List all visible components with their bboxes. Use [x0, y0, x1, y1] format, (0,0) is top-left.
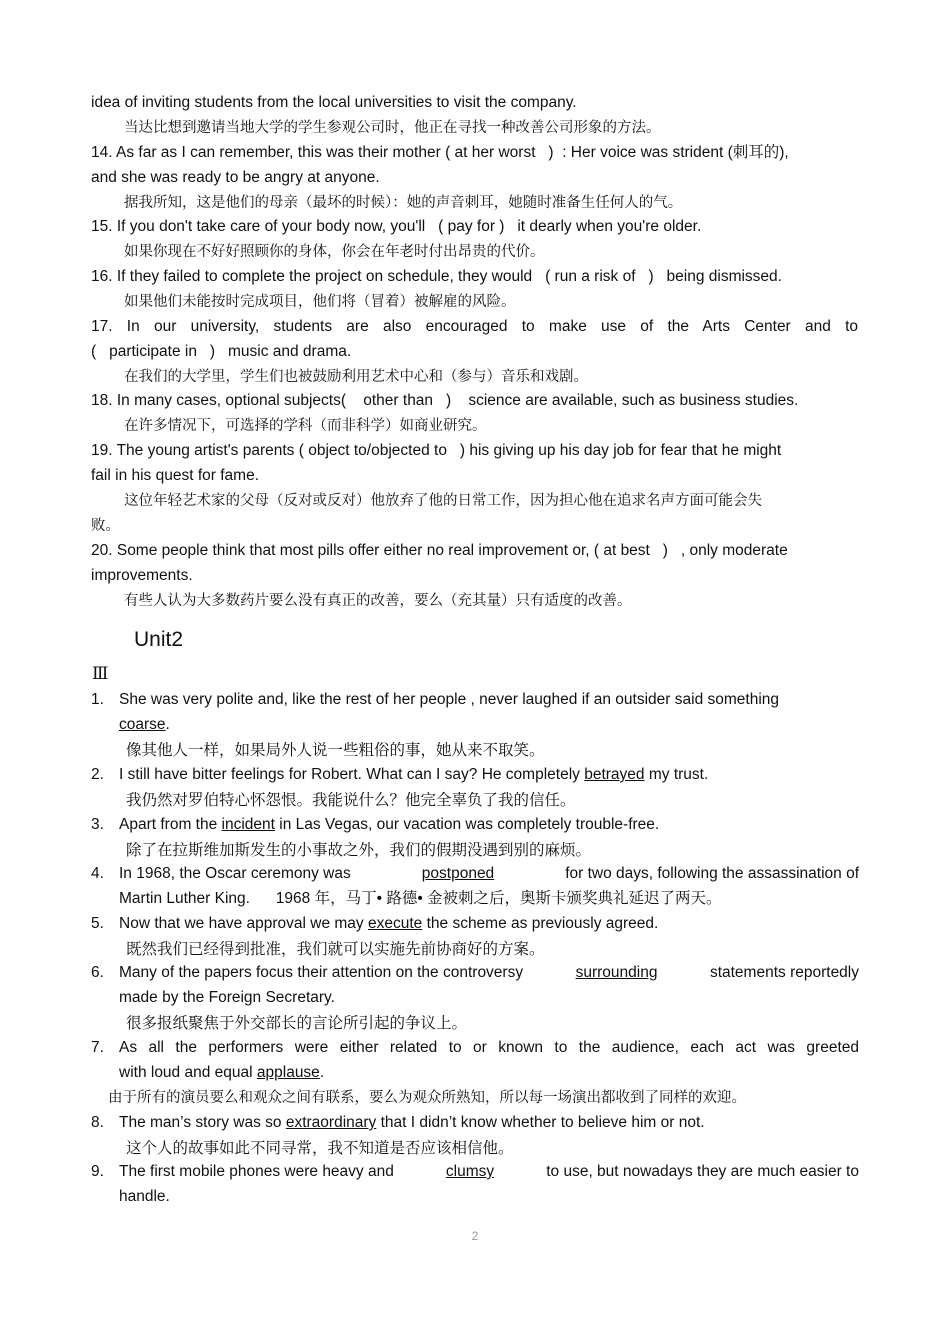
- key-word: clumsy: [445, 1163, 495, 1180]
- item-20-line2: improvements.: [91, 567, 193, 584]
- key-word: applause: [256, 1064, 320, 1081]
- sentence-translation: 既然我们已经得到批准，我们就可以实施先前协商好的方案。: [126, 940, 545, 958]
- sentence-line: In 1968, the Oscar ceremony was postponed for two days, following the assassination of: [119, 865, 859, 882]
- item-15-translation: 如果你现在不好好照顾你的身体，你会在年老时付出昂贵的代价。: [124, 244, 545, 260]
- sentence-line: Now that we have approval we may execute the scheme as previously agreed.: [119, 915, 659, 932]
- item-19-line2: fail in his quest for fame.: [91, 467, 259, 484]
- key-word: surrounding: [575, 964, 658, 981]
- key-word: incident: [221, 816, 275, 833]
- sentence-translation: 这个人的故事如此不同寻常，我不知道是否应该相信他。: [126, 1139, 514, 1157]
- key-word: execute: [367, 915, 423, 932]
- sentence-translation: 除了在拉斯维加斯发生的小事故之外，我们的假期没遇到别的麻烦。: [126, 841, 592, 859]
- sentence-line: The first mobile phones were heavy and clumsy to use, but nowadays they are much easier to: [119, 1163, 859, 1180]
- sentence-line: As all the performers were either related to or known to the audience, each act was greeted: [119, 1039, 859, 1056]
- sentence-translation: 我仍然对罗伯特心怀怨恨。我能说什么？他完全辜负了我的信任。: [126, 791, 576, 809]
- item-18: 18. In many cases, optional subjects( other than ) science are available, such as business studies.: [91, 392, 799, 409]
- sentence-translation: 很多报纸聚焦于外交部长的言论所引起的争议上。: [126, 1014, 468, 1032]
- sentence-line: The man’s story was so extraordinary that I didn’t know whether to believe him or not.: [119, 1114, 705, 1131]
- item-number: 1.: [91, 691, 104, 708]
- sentence-line: She was very polite and, like the rest of her people , never laughed if an outsider said something: [119, 691, 780, 708]
- item-number: 5.: [91, 915, 104, 932]
- item-number: 9.: [91, 1163, 104, 1180]
- item-17-line1: 17. In our university, students are also encouraged to make use of the Arts Center and to: [91, 318, 858, 335]
- unit-heading: Unit2: [134, 628, 184, 651]
- item-number: 6.: [91, 964, 104, 981]
- key-word: postponed: [421, 865, 495, 882]
- sentence-line: made by the Foreign Secretary.: [119, 989, 335, 1006]
- item-19-translation: 这位年轻艺术家的父母（反对或反对）他放弃了他的日常工作，因为担心他在追求名声方面可能会失: [124, 493, 762, 509]
- item-number: 8.: [91, 1114, 104, 1131]
- page-number: 2: [471, 1229, 479, 1243]
- sentence-line: coarse.: [119, 716, 170, 733]
- item-number: 2.: [91, 766, 104, 783]
- item-13-continuation: idea of inviting students from the local universities to visit the company.: [91, 94, 577, 111]
- item-20-translation: 有些人认为大多数药片要么没有真正的改善，要么（充其量）只有适度的改善。: [124, 593, 632, 609]
- item-16-translation: 如果他们未能按时完成项目，他们将（冒着）被解雇的风险。: [124, 294, 516, 310]
- item-20-line1: 20. Some people think that most pills offer either no real improvement or, ( at best ) , only moderate: [91, 542, 788, 559]
- item-number: 3.: [91, 816, 104, 833]
- sentence-line: Many of the papers focus their attention on the controversy surrounding statements reportedly: [119, 964, 859, 981]
- item-14-line2: and she was ready to be angry at anyone.: [91, 169, 380, 186]
- item-14-translation: 据我所知，这是他们的母亲（最坏的时候）：她的声音刺耳，她随时准备生任何人的气。: [124, 195, 683, 211]
- item-13-translation: 当达比想到邀请当地大学的学生参观公司时，他正在寻找一种改善公司形象的方法。: [124, 120, 661, 136]
- item-19-line1: 19. The young artist's parents ( object to/objected to ) his giving up his day job for fear that he might: [91, 442, 782, 459]
- sentence-line: handle.: [119, 1188, 170, 1205]
- item-17-translation: 在我们的大学里，学生们也被鼓励利用艺术中心和（参与）音乐和戏剧。: [124, 369, 588, 385]
- key-word: coarse: [119, 716, 166, 733]
- item-17-line2: ( participate in ) music and drama.: [91, 343, 352, 360]
- key-word: extraordinary: [285, 1114, 377, 1131]
- item-number: 4.: [91, 865, 104, 882]
- item-15: 15. If you don't take care of your body now, you'll ( pay for ) it dearly when you're older.: [91, 218, 702, 235]
- item-14-line1: 14. As far as I can remember, this was their mother ( at her worst ) : Her voice was strident (刺耳的),: [91, 144, 789, 161]
- sentence-line: with loud and equal applause.: [119, 1064, 325, 1081]
- sentence-translation: 由于所有的演员要么和观众之间有联系，要么为观众所熟知，所以每一场演出都收到了同样的欢迎。: [108, 1090, 746, 1106]
- item-19-translation-cont: 败。: [91, 518, 120, 534]
- sentence-line: Apart from the incident in Las Vegas, our vacation was completely trouble-free.: [119, 816, 660, 833]
- section-number: Ⅲ: [92, 664, 109, 684]
- item-18-translation: 在许多情况下，可选择的学科（而非科学）如商业研究。: [124, 418, 487, 434]
- sentence-translation: 像其他人一样，如果局外人说一些粗俗的事，她从来不取笑。: [126, 741, 545, 759]
- item-number: 7.: [91, 1039, 104, 1056]
- item-16: 16. If they failed to complete the project on schedule, they would ( run a risk of ) being dismissed.: [91, 268, 782, 285]
- sentence-line: I still have bitter feelings for Robert. What can I say? He completely betrayed my trust.: [119, 766, 709, 783]
- sentence-line-with-translation: Martin Luther King. 1968 年，马丁• 路德• 金被刺之后，奥斯卡颁奖典礼延迟了两天。: [119, 890, 722, 907]
- key-word: betrayed: [584, 766, 645, 783]
